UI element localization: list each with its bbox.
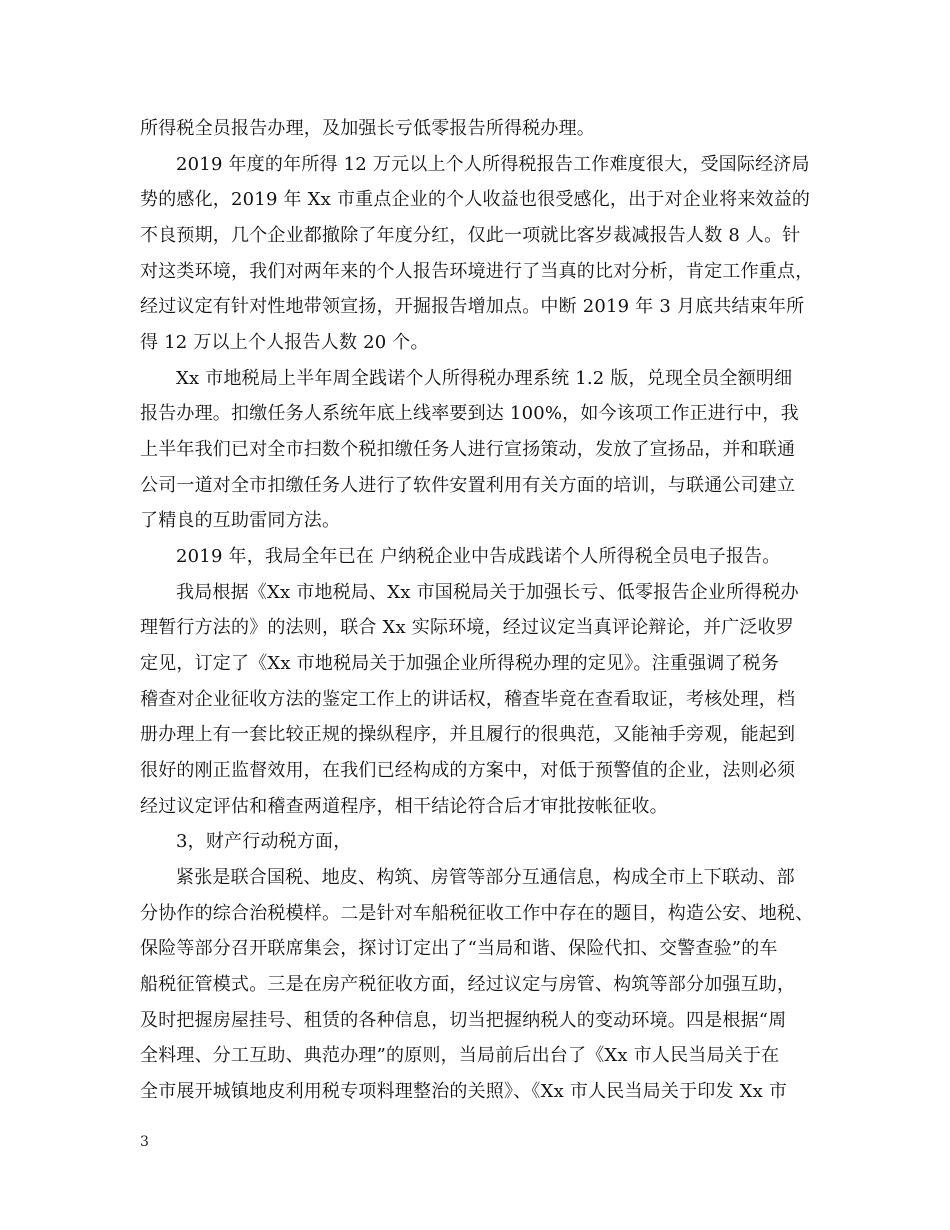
page-number: 3 — [140, 1134, 149, 1150]
body-text-line: 2019 年度的年所得 12 万元以上个人所得税报告工作难度很大，受国际经济局 — [176, 154, 810, 175]
body-text-line: 分协作的综合治税模样。二是针对车船税征收工作中存在的题目，构造公安、地税、 — [140, 903, 814, 924]
body-text-line: 及时把握房屋挂号、租赁的各种信息，切当把握纳税人的变动环境。四是根据“周 — [140, 1010, 787, 1031]
body-text-line: 定见，订定了《Xx 市地税局关于加强企业所得税办理的定见》。注重强调了税务 — [140, 653, 780, 674]
body-text-line: 全市展开城镇地皮利用税专项料理整治的关照》、《Xx 市人民当局关于印发 Xx 市 — [140, 1081, 788, 1102]
body-text-line: 势的感化，2019 年 Xx 市重点企业的个人收益也很受感化，出于对企业将来效益的 — [140, 189, 811, 210]
body-text-line: Xx 市地税局上半年周全践诺个人所得税办理系统 1.2 版，兑现全员全额明细 — [176, 368, 793, 389]
body-text-line: 经过议定评估和稽查两道程序，相干结论符合后才审批按帐征收。 — [140, 796, 668, 817]
body-text-line: 公司一道对全市扣缴任务人进行了软件安置利用有关方面的培训，与联通公司建立 — [140, 475, 796, 496]
body-text-line: 很好的刚正监督效用，在我们已经构成的方案中，对低于预警值的企业，法则必须 — [140, 760, 796, 781]
body-text-line: 得 12 万以上个人报告人数 20 个。 — [140, 332, 429, 353]
body-text-line: 保险等部分召开联席集会，探讨订定出了“当局和谐、保险代扣、交警查验”的车 — [140, 938, 778, 959]
body-text-line: 不良预期，几个企业都撤除了年度分红，仅此一项就比客岁裁减报告人数 8 人。针 — [140, 225, 801, 246]
body-text-line: 所得税全员报告办理，及加强长亏低零报告所得税办理。 — [140, 118, 595, 139]
body-text-line: 2019 年，我局全年已在 户纳税企业中告成践诺个人所得税全员电子报告。 — [176, 546, 781, 567]
body-text-line: 上半年我们已对全市扫数个税扣缴任务人进行宣扬策动，发放了宣扬品，并和联通 — [140, 439, 796, 460]
section-heading: 3，财产行动税方面， — [176, 831, 352, 852]
body-text-line: 船税征管模式。三是在房产税征收方面，经过议定与房管、构筑等部分加强互助， — [140, 974, 796, 995]
body-text-line: 报告办理。扣缴任务人系统年底上线率要到达 100%，如今该项工作正进行中，我 — [140, 403, 799, 424]
body-text-line: 经过议定有针对性地带领宣扬，开掘报告增加点。中断 2019 年 3 月底共结束年所 — [140, 296, 805, 317]
body-text-line: 我局根据《Xx 市地税局、Xx 市国税局关于加强长亏、低零报告企业所得税办 — [176, 582, 799, 603]
body-text-line: 全料理、分工互助、典范办理”的原则，当局前后出台了《Xx 市人民当局关于在 — [140, 1045, 780, 1066]
body-text-line: 册办理上有一套比较正规的操纵程序，并且履行的很典范，又能袖手旁观，能起到 — [140, 724, 796, 745]
body-text-line: 了精良的互助雷同方法。 — [140, 510, 341, 531]
body-text-line: 对这类环境，我们对两年来的个人报告环境进行了当真的比对分析，肯定工作重点， — [140, 261, 814, 282]
body-text-line: 紧张是联合国税、地皮、构筑、房管等部分互通信息，构成全市上下联动、部 — [176, 867, 795, 888]
body-text-line: 理暂行方法的》的法则，联合 Xx 实际环境，经过议定当真评论辩论，并广泛收罗 — [140, 617, 795, 638]
body-text-line: 稽查对企业征收方法的鉴定工作上的讲话权，稽查毕竟在查看取证，考核处理，档 — [140, 689, 796, 710]
